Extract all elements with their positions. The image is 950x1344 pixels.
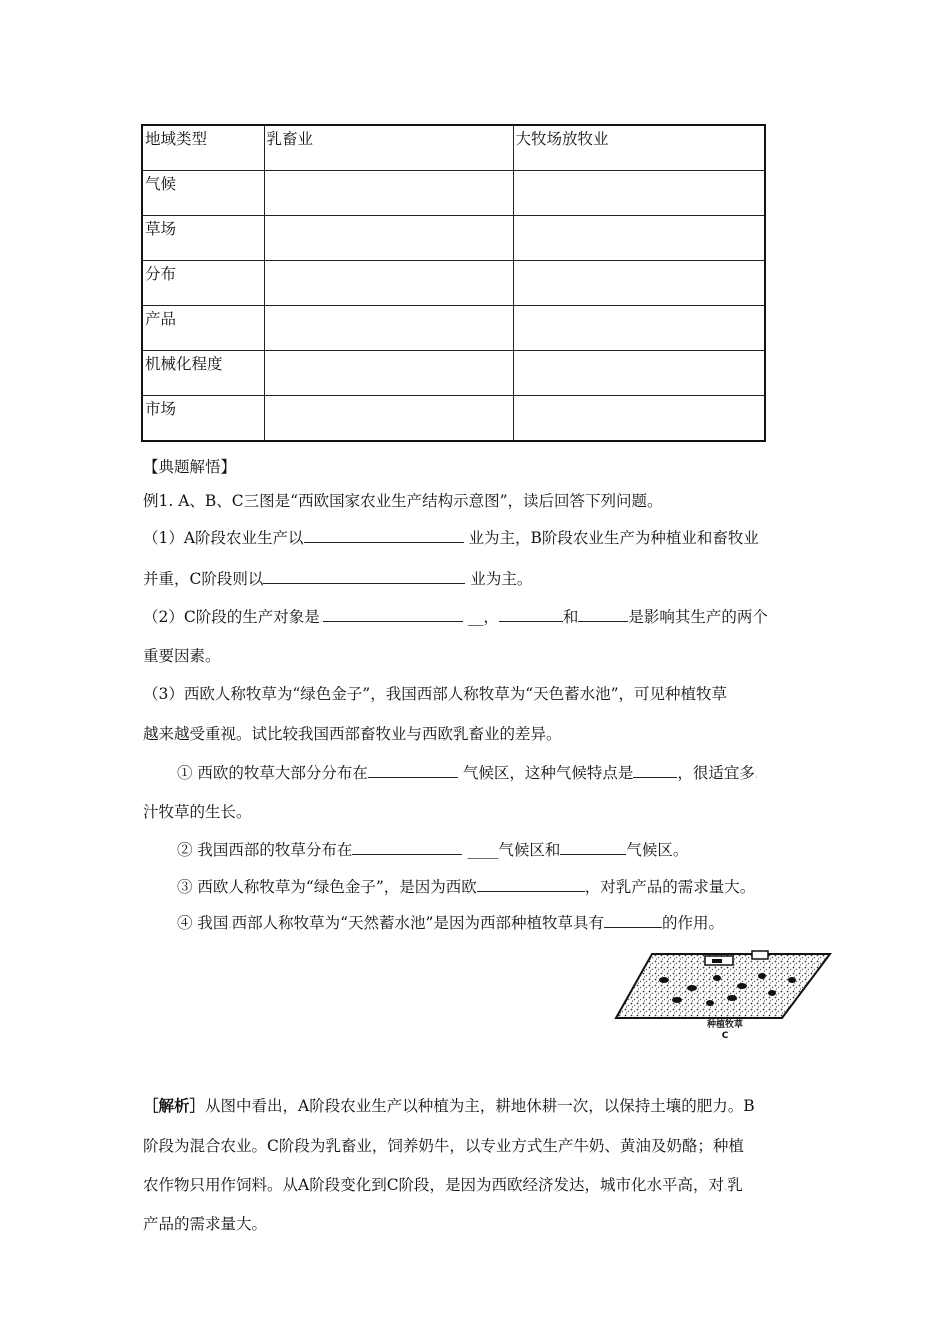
- answer-blank[interactable]: [368, 761, 458, 778]
- comparison-table: [141, 124, 766, 442]
- analysis-tag: ［解析］: [143, 1096, 206, 1115]
- question-2-line-2: 重要因素。: [143, 647, 221, 665]
- barn-icon: [752, 951, 768, 959]
- table-row: [142, 216, 765, 261]
- table-cell[interactable]: [264, 171, 513, 216]
- table-row: [142, 351, 765, 396]
- table-row: [142, 396, 765, 442]
- table-cell[interactable]: [513, 261, 765, 306]
- table-row: [142, 171, 765, 216]
- subquestion-1-line-2: 汁牧草的生长。: [143, 803, 252, 821]
- subquestion-1-line-1: ① 西欧的牧草大部分分布在 气候区，这种气候特点是 ，很适宜多.: [177, 761, 758, 787]
- table-cell[interactable]: [513, 216, 765, 261]
- table-cell[interactable]: [513, 171, 765, 216]
- table-header-cell: 地域类型: [142, 125, 264, 171]
- answer-blank[interactable]: [323, 605, 463, 622]
- question-2-line-1: （2）C阶段的生产对象是. __， 和 是影响其生产的两个: [143, 605, 768, 631]
- table-row: [142, 261, 765, 306]
- question-3-line-1: （3）西欧人称牧草为“绿色金子”，我国西部人称牧草为“天色蓄水池”，可见种植牧草: [143, 685, 728, 703]
- table-cell[interactable]: [513, 396, 765, 442]
- figure-label: C: [721, 1031, 729, 1041]
- answer-blank[interactable]: [304, 526, 464, 543]
- answer-blank[interactable]: [633, 761, 677, 778]
- question-3-line-2: 越来越受重视。试比较我国西部畜牧业与西欧乳畜业的差异。: [143, 725, 562, 743]
- answer-blank[interactable]: [560, 838, 626, 855]
- table-cell[interactable]: [264, 216, 513, 261]
- analysis-line-4: 产品的需求量大。: [143, 1215, 268, 1233]
- table-header-cell: 大牧场放牧业: [513, 125, 765, 171]
- table-row-label: 产品: [142, 306, 264, 351]
- table-row-label: 市场: [142, 396, 264, 442]
- table-cell[interactable]: [264, 261, 513, 306]
- table-row-label: 草场: [142, 216, 264, 261]
- farm-building-icon: [712, 959, 722, 963]
- analysis-line-3: 农作物只用作饲料。从A阶段变化到C阶段，是因为西欧经济发达，城市化水平高，对.乳: [143, 1176, 743, 1194]
- table-cell[interactable]: [264, 306, 513, 351]
- table-row-label: 分布: [142, 261, 264, 306]
- answer-blank[interactable]: [477, 875, 585, 892]
- answer-blank[interactable]: [352, 838, 462, 855]
- table-header-row: [142, 125, 765, 171]
- subquestion-4: ④ 我国.西部人称牧草为“天然蓄水池”是因为西部种植牧草具有 的作用。: [177, 911, 724, 937]
- subquestion-2: ② 我国西部的牧草分布在 ____气候区和 气候区。: [177, 838, 688, 861]
- section-title: 【典题解悟】: [143, 458, 237, 476]
- table-row: [142, 306, 765, 351]
- answer-blank[interactable]: [604, 911, 662, 928]
- table-header-cell: 乳畜业: [264, 125, 513, 171]
- table-cell[interactable]: [513, 351, 765, 396]
- figure-caption: 种植牧草 C: [690, 1020, 760, 1042]
- table-cell[interactable]: [264, 396, 513, 442]
- question-1-line-2: 并重，C阶段则以 业为主。: [143, 567, 532, 590]
- question-1-line-1: （1）A阶段农业生产以 业为主，B阶段农业生产为种植业和畜牧业: [143, 526, 759, 549]
- analysis-line-1: ［解析］从图中看出，A阶段农业生产以种植为主，耕地休耕一次，以保持土壤的肥力。B: [143, 1096, 755, 1115]
- table-row-label: 机械化程度: [142, 351, 264, 396]
- answer-blank[interactable]: [499, 605, 563, 622]
- table-cell[interactable]: [264, 351, 513, 396]
- table-cell[interactable]: [513, 306, 765, 351]
- answer-blank[interactable]: [578, 605, 628, 622]
- answer-blank[interactable]: [263, 567, 465, 584]
- table-row-label: 气候: [142, 171, 264, 216]
- subquestion-3: ③ 西欧人称牧草为“绿色金子”，是因为西欧 ，对乳产品的需求量大。: [177, 875, 755, 898]
- analysis-line-2: 阶段为混合农业。C阶段为乳畜业，饲养奶牛，以专业方式生产牛奶、黄油及奶酪；种植: [143, 1137, 744, 1155]
- example-intro: 例1. A、B、C三图是“西欧国家农业生产结构示意图”，读后回答下列问题。: [143, 492, 663, 510]
